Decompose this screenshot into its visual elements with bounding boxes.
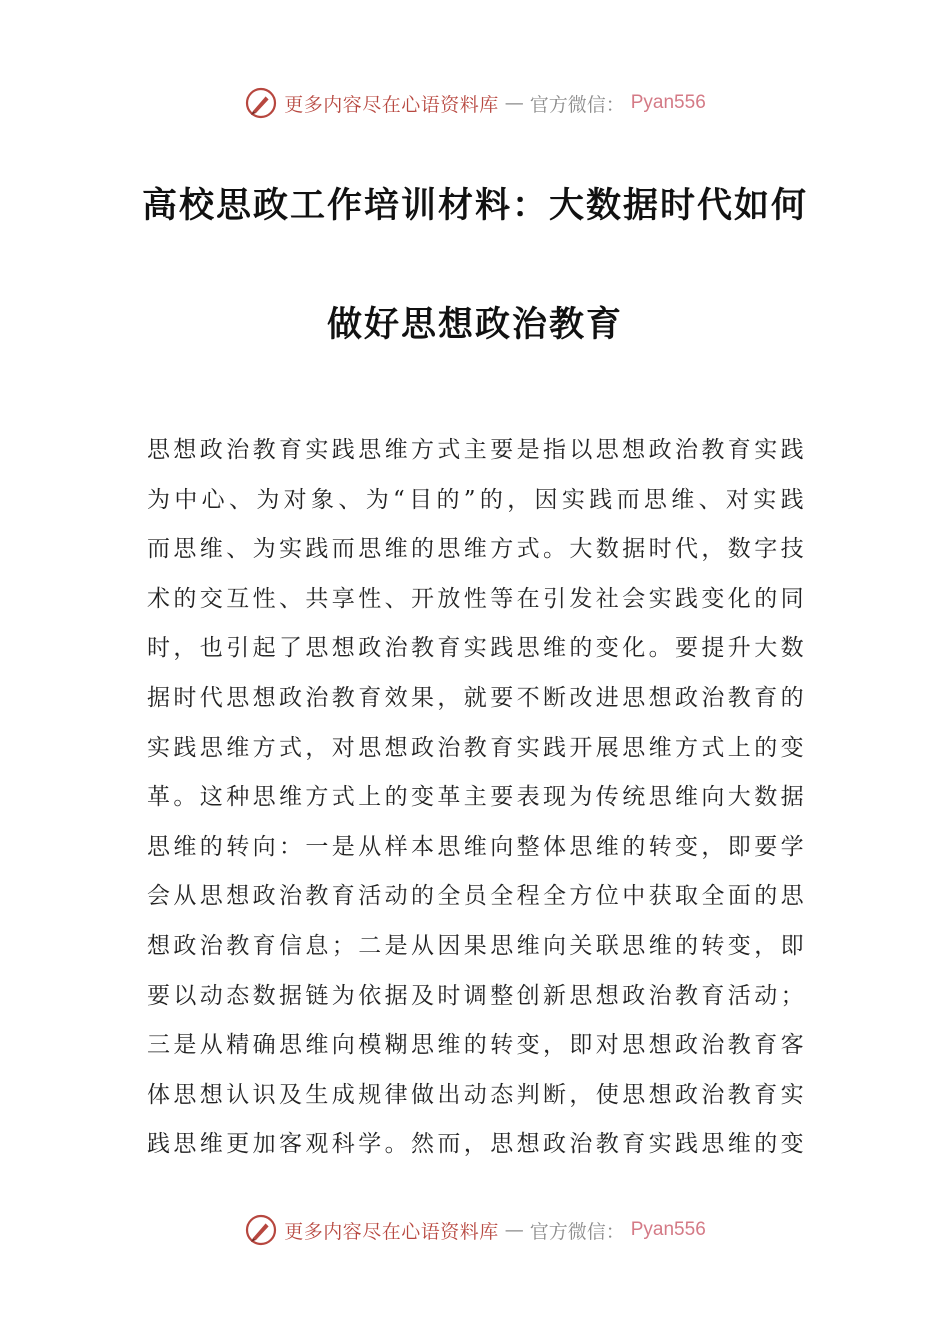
banner-wechat-id: Pyan556 bbox=[630, 1219, 706, 1240]
document-title-line2: 做好思想政治教育 bbox=[326, 304, 623, 345]
banner-dash: — bbox=[504, 92, 524, 114]
banner-wechat-label: 官方微信： bbox=[529, 93, 625, 116]
banner-site-text: 更多内容尽在心语资料库 bbox=[284, 1220, 499, 1243]
pen-logo-icon bbox=[244, 86, 278, 120]
pen-logo-icon bbox=[244, 1213, 278, 1247]
banner-wechat-label: 官方微信： bbox=[529, 1220, 625, 1243]
banner-wechat-id: Pyan556 bbox=[630, 92, 706, 113]
header-watermark-banner bbox=[0, 86, 950, 120]
body-paragraph: 思想政治教育实践思维方式主要是指以思想政治教育实践为中心、为对象、为“目的”的，因实践而思维、对实践而思维、为实践而思维的思维方式。大数据时代，数字技术的交互性、共享性、开放性等在引发社会实践变化的同时，也引起了思想政治教育实践思维的变化。要提升大数据时代思想政治教育效果，就要不断改进思想政治教育的实践思维方式，对思想政治教育实践开展思维方式上的变革。这种思维方式上的变革主要表现为传统思维向大数据思维的转向：一是从样本思维向整体思维的转变，即要学会从思想政治教育活动的全员全程全方位中获取全面的思想政治教育信息；二是从因果思维向关联思维的转变，即要以动态数据链为依据及时调整创新思想政治教育活动；三是从精确思维向模糊思维的转变，即对思想政治教育客体思想认识及生成规律做出动态判断，使思想政治教育实践思维更加客观科学。然而，思想政治教育实践思维的变 bbox=[147, 437, 807, 1158]
banner-site-text: 更多内容尽在心语资料库 bbox=[284, 93, 499, 116]
document-title-line1: 高校思政工作培训材料：大数据时代如何 bbox=[141, 185, 808, 226]
banner-dash: — bbox=[504, 1219, 524, 1241]
footer-watermark-banner bbox=[0, 1213, 950, 1247]
